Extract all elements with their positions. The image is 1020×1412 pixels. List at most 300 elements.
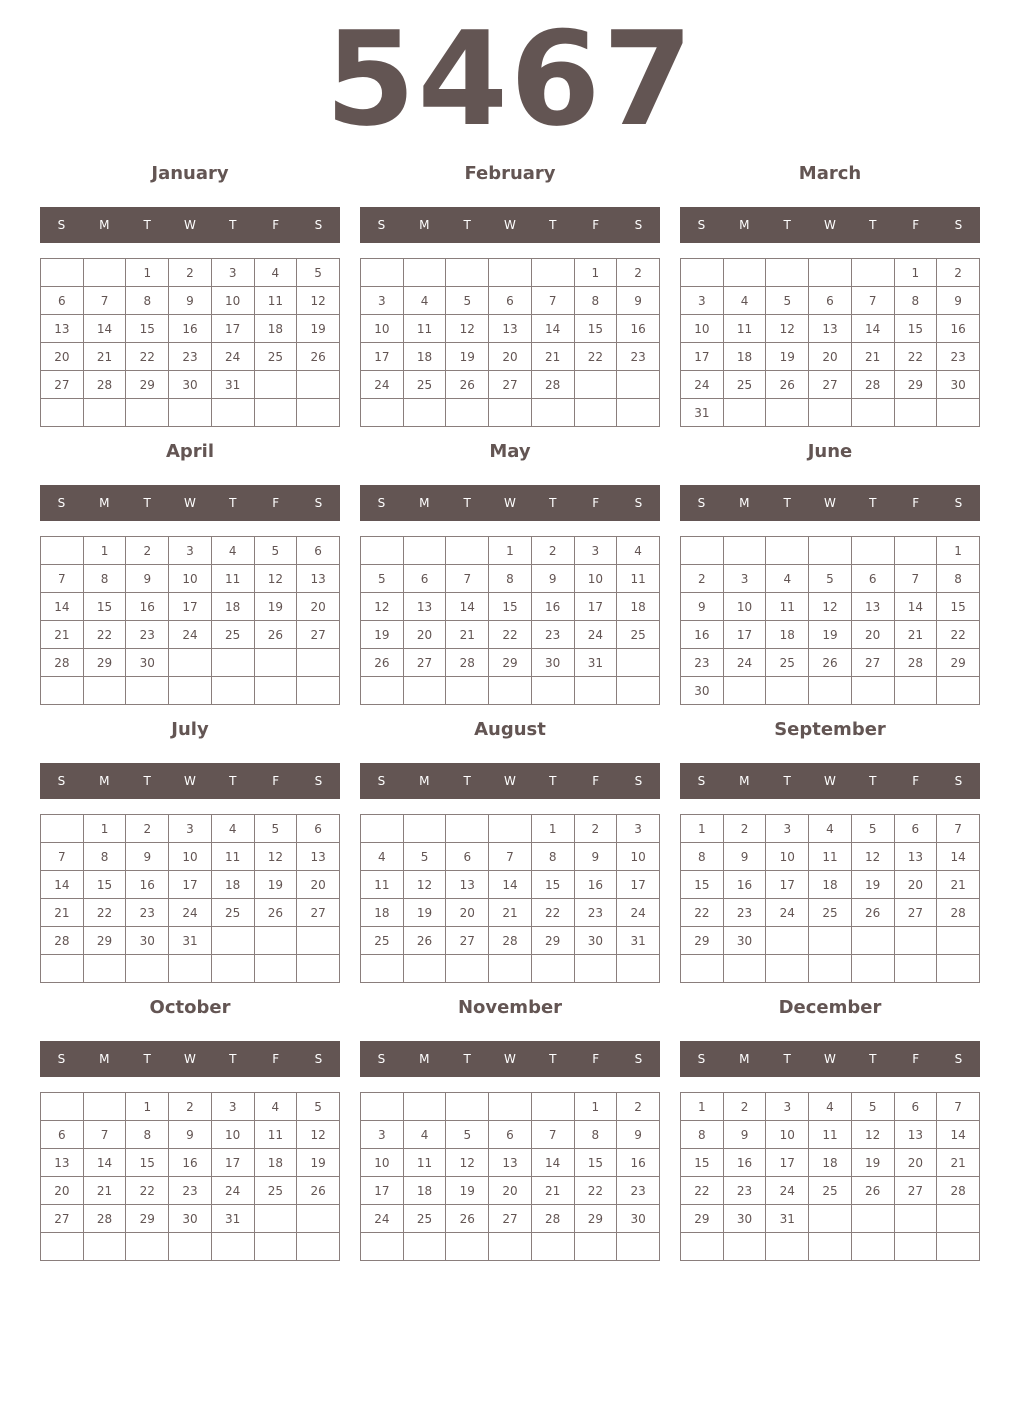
day-cell: 26 — [254, 899, 297, 927]
day-cell: 9 — [126, 565, 169, 593]
weekday-label: T — [783, 496, 791, 510]
day-cell: 20 — [894, 871, 937, 899]
empty-day-cell — [809, 927, 852, 955]
weekday-label: F — [272, 218, 280, 232]
empty-day-cell — [403, 259, 446, 287]
day-cell: 8 — [126, 287, 169, 315]
empty-day-cell — [851, 1205, 894, 1233]
day-cell: 14 — [83, 315, 126, 343]
day-cell: 29 — [681, 927, 724, 955]
day-cell: 9 — [126, 843, 169, 871]
day-cell: 22 — [531, 899, 574, 927]
week-row — [41, 537, 340, 565]
day-cell: 16 — [126, 593, 169, 621]
day-cell: 8 — [937, 565, 980, 593]
day-cell: 24 — [211, 343, 254, 371]
empty-day-cell — [83, 399, 126, 427]
weekday-header — [360, 1041, 660, 1077]
empty-day-cell — [83, 955, 126, 983]
empty-day-cell — [617, 955, 660, 983]
day-cell: 10 — [681, 315, 724, 343]
week-row — [681, 955, 980, 983]
day-cell: 4 — [211, 815, 254, 843]
day-cell: 19 — [851, 1149, 894, 1177]
week-row — [361, 1233, 660, 1261]
day-cell: 9 — [617, 287, 660, 315]
day-cell: 26 — [254, 621, 297, 649]
day-cell: 16 — [723, 871, 766, 899]
day-cell: 29 — [489, 649, 532, 677]
week-row — [41, 1205, 340, 1233]
day-cell: 12 — [851, 1121, 894, 1149]
day-cell: 18 — [766, 621, 809, 649]
day-cell: 18 — [211, 871, 254, 899]
empty-day-cell — [254, 371, 297, 399]
week-row — [361, 843, 660, 871]
day-cell: 25 — [766, 649, 809, 677]
day-cell: 10 — [211, 287, 254, 315]
empty-day-cell — [809, 399, 852, 427]
weekday-label: T — [463, 1052, 471, 1066]
day-cell: 6 — [894, 815, 937, 843]
empty-day-cell — [361, 955, 404, 983]
week-row — [681, 287, 980, 315]
empty-day-cell — [723, 537, 766, 565]
day-cell: 31 — [211, 371, 254, 399]
empty-day-cell — [41, 259, 84, 287]
day-cell: 12 — [297, 1121, 340, 1149]
week-row — [41, 287, 340, 315]
day-cell: 6 — [489, 1121, 532, 1149]
empty-day-cell — [894, 1205, 937, 1233]
empty-day-cell — [83, 677, 126, 705]
empty-day-cell — [809, 677, 852, 705]
weekday-header — [680, 485, 980, 521]
day-cell: 19 — [446, 1177, 489, 1205]
day-cell: 18 — [809, 871, 852, 899]
day-cell: 29 — [937, 649, 980, 677]
day-cell: 27 — [489, 1205, 532, 1233]
week-row — [681, 1121, 980, 1149]
day-cell: 12 — [851, 843, 894, 871]
day-cell: 8 — [531, 843, 574, 871]
weekday-label: S — [57, 496, 66, 510]
month-name: March — [798, 163, 862, 184]
weekday-header — [680, 207, 980, 243]
week-row — [681, 621, 980, 649]
day-cell: 11 — [211, 843, 254, 871]
day-grid — [680, 1092, 980, 1261]
weekday-label: S — [314, 1052, 323, 1066]
month-name: January — [151, 163, 229, 184]
day-cell: 8 — [681, 1121, 724, 1149]
week-row — [361, 343, 660, 371]
weekday-label: S — [57, 1052, 66, 1066]
empty-day-cell — [531, 955, 574, 983]
empty-day-cell — [297, 371, 340, 399]
empty-day-cell — [169, 1233, 212, 1261]
day-cell: 14 — [531, 315, 574, 343]
week-row — [681, 871, 980, 899]
day-cell: 4 — [211, 537, 254, 565]
weekday-label: S — [697, 218, 706, 232]
day-cell: 12 — [809, 593, 852, 621]
day-cell: 26 — [403, 927, 446, 955]
empty-day-cell — [41, 815, 84, 843]
weekday-label: F — [912, 496, 920, 510]
week-row — [361, 1149, 660, 1177]
month-name: June — [807, 441, 853, 462]
day-cell: 30 — [126, 927, 169, 955]
day-cell: 6 — [446, 843, 489, 871]
day-cell: 15 — [489, 593, 532, 621]
day-cell: 31 — [681, 399, 724, 427]
weekday-label: W — [824, 1052, 836, 1066]
empty-day-cell — [489, 815, 532, 843]
day-cell: 7 — [894, 565, 937, 593]
week-row — [361, 287, 660, 315]
day-cell: 9 — [574, 843, 617, 871]
day-cell: 21 — [83, 1177, 126, 1205]
empty-day-cell — [809, 537, 852, 565]
week-row — [681, 843, 980, 871]
weekday-label: T — [463, 774, 471, 788]
week-row — [361, 955, 660, 983]
day-cell: 10 — [169, 565, 212, 593]
day-cell: 17 — [361, 343, 404, 371]
day-cell: 25 — [403, 1205, 446, 1233]
day-cell: 21 — [937, 871, 980, 899]
day-cell: 31 — [169, 927, 212, 955]
empty-day-cell — [531, 259, 574, 287]
day-cell: 10 — [723, 593, 766, 621]
day-cell: 8 — [574, 1121, 617, 1149]
empty-day-cell — [126, 399, 169, 427]
day-cell: 22 — [83, 621, 126, 649]
day-cell: 4 — [254, 1093, 297, 1121]
weekday-header — [680, 763, 980, 799]
weekday-header — [680, 1041, 980, 1077]
day-cell: 1 — [574, 1093, 617, 1121]
day-cell: 27 — [41, 1205, 84, 1233]
day-cell: 21 — [446, 621, 489, 649]
day-cell: 7 — [41, 843, 84, 871]
day-cell: 30 — [681, 677, 724, 705]
day-cell: 25 — [254, 1177, 297, 1205]
week-row — [41, 565, 340, 593]
day-cell: 1 — [894, 259, 937, 287]
day-cell: 28 — [83, 371, 126, 399]
day-cell: 25 — [617, 621, 660, 649]
empty-day-cell — [254, 399, 297, 427]
weekday-label: M — [419, 218, 430, 232]
day-cell: 5 — [851, 1093, 894, 1121]
day-cell: 12 — [446, 315, 489, 343]
week-row — [681, 927, 980, 955]
weekday-label: M — [739, 218, 750, 232]
empty-day-cell — [361, 537, 404, 565]
week-row — [41, 371, 340, 399]
weekday-label: T — [143, 1052, 151, 1066]
day-cell: 16 — [531, 593, 574, 621]
day-cell: 30 — [617, 1205, 660, 1233]
empty-day-cell — [403, 1233, 446, 1261]
empty-day-cell — [894, 537, 937, 565]
empty-day-cell — [126, 677, 169, 705]
day-cell: 24 — [766, 1177, 809, 1205]
day-cell: 6 — [41, 287, 84, 315]
day-cell: 25 — [254, 343, 297, 371]
week-row — [41, 259, 340, 287]
day-cell: 27 — [446, 927, 489, 955]
weekday-label: M — [419, 1052, 430, 1066]
week-row — [41, 871, 340, 899]
weekday-label: F — [272, 774, 280, 788]
day-cell: 14 — [446, 593, 489, 621]
day-cell: 22 — [83, 899, 126, 927]
day-cell: 5 — [766, 287, 809, 315]
day-cell: 16 — [617, 315, 660, 343]
day-cell: 17 — [766, 871, 809, 899]
month-name: February — [464, 163, 556, 184]
empty-day-cell — [681, 259, 724, 287]
day-cell: 1 — [937, 537, 980, 565]
week-row — [681, 259, 980, 287]
day-cell: 15 — [681, 1149, 724, 1177]
day-cell: 18 — [211, 593, 254, 621]
day-cell: 28 — [937, 899, 980, 927]
empty-day-cell — [489, 399, 532, 427]
weekday-label: T — [463, 496, 471, 510]
week-row — [41, 927, 340, 955]
day-cell: 20 — [41, 1177, 84, 1205]
empty-day-cell — [446, 1233, 489, 1261]
day-cell: 2 — [723, 1093, 766, 1121]
weekday-label: S — [377, 1052, 386, 1066]
weekday-label: M — [739, 496, 750, 510]
weekday-label: S — [377, 218, 386, 232]
day-cell: 30 — [723, 1205, 766, 1233]
empty-day-cell — [254, 1233, 297, 1261]
empty-day-cell — [41, 399, 84, 427]
day-cell: 16 — [723, 1149, 766, 1177]
day-grid — [40, 814, 340, 983]
day-cell: 28 — [41, 649, 84, 677]
weekday-header — [40, 763, 340, 799]
day-cell: 24 — [361, 371, 404, 399]
day-cell: 28 — [531, 371, 574, 399]
day-cell: 30 — [531, 649, 574, 677]
day-cell: 4 — [403, 1121, 446, 1149]
weekday-label: F — [912, 774, 920, 788]
empty-day-cell — [211, 399, 254, 427]
empty-day-cell — [297, 649, 340, 677]
day-cell: 26 — [809, 649, 852, 677]
week-row — [41, 1093, 340, 1121]
empty-day-cell — [851, 927, 894, 955]
day-cell: 14 — [894, 593, 937, 621]
week-row — [41, 1233, 340, 1261]
day-cell: 2 — [169, 1093, 212, 1121]
week-row — [361, 1205, 660, 1233]
day-cell: 17 — [574, 593, 617, 621]
day-cell: 3 — [169, 537, 212, 565]
weekday-label: W — [184, 774, 196, 788]
week-row — [681, 1205, 980, 1233]
weekday-label: S — [314, 496, 323, 510]
day-cell: 17 — [361, 1177, 404, 1205]
week-row — [681, 343, 980, 371]
week-row — [41, 343, 340, 371]
empty-day-cell — [574, 955, 617, 983]
empty-day-cell — [83, 259, 126, 287]
day-grid — [680, 536, 980, 705]
day-cell: 11 — [809, 843, 852, 871]
day-cell: 8 — [126, 1121, 169, 1149]
day-cell: 19 — [851, 871, 894, 899]
day-cell: 26 — [297, 1177, 340, 1205]
day-cell: 19 — [403, 899, 446, 927]
day-cell: 26 — [297, 343, 340, 371]
day-cell: 20 — [894, 1149, 937, 1177]
day-cell: 11 — [723, 315, 766, 343]
day-cell: 3 — [766, 1093, 809, 1121]
day-cell: 10 — [169, 843, 212, 871]
day-cell: 11 — [403, 1149, 446, 1177]
empty-day-cell — [574, 1233, 617, 1261]
day-cell: 8 — [83, 565, 126, 593]
day-cell: 30 — [126, 649, 169, 677]
empty-day-cell — [531, 399, 574, 427]
day-cell: 13 — [41, 1149, 84, 1177]
empty-day-cell — [446, 677, 489, 705]
weekday-label: W — [504, 218, 516, 232]
weekday-label: F — [592, 774, 600, 788]
day-cell: 21 — [83, 343, 126, 371]
weekday-label: M — [419, 496, 430, 510]
empty-day-cell — [894, 677, 937, 705]
day-cell: 13 — [297, 843, 340, 871]
day-cell: 5 — [809, 565, 852, 593]
day-cell: 24 — [211, 1177, 254, 1205]
weekday-label: T — [869, 774, 877, 788]
empty-day-cell — [254, 1205, 297, 1233]
day-cell: 18 — [403, 1177, 446, 1205]
weekday-label: T — [549, 774, 557, 788]
month-name: October — [149, 997, 231, 1018]
empty-day-cell — [617, 677, 660, 705]
day-cell: 23 — [723, 899, 766, 927]
empty-day-cell — [937, 955, 980, 983]
day-cell: 1 — [531, 815, 574, 843]
day-cell: 28 — [489, 927, 532, 955]
day-cell: 5 — [446, 287, 489, 315]
day-cell: 4 — [766, 565, 809, 593]
weekday-label: S — [954, 496, 963, 510]
day-cell: 24 — [169, 899, 212, 927]
day-cell: 31 — [211, 1205, 254, 1233]
day-cell: 15 — [126, 1149, 169, 1177]
day-cell: 20 — [41, 343, 84, 371]
day-cell: 28 — [531, 1205, 574, 1233]
day-cell: 3 — [211, 1093, 254, 1121]
day-cell: 28 — [83, 1205, 126, 1233]
day-cell: 28 — [851, 371, 894, 399]
day-cell: 10 — [361, 315, 404, 343]
day-cell: 23 — [126, 621, 169, 649]
day-cell: 14 — [41, 871, 84, 899]
weekday-label: T — [463, 218, 471, 232]
week-row — [681, 399, 980, 427]
weekday-label: F — [272, 1052, 280, 1066]
weekday-label: S — [377, 774, 386, 788]
week-row — [681, 1149, 980, 1177]
day-cell: 11 — [361, 871, 404, 899]
day-cell: 29 — [681, 1205, 724, 1233]
day-cell: 4 — [254, 259, 297, 287]
day-cell: 7 — [446, 565, 489, 593]
day-cell: 31 — [617, 927, 660, 955]
empty-day-cell — [211, 1233, 254, 1261]
empty-day-cell — [851, 259, 894, 287]
weekday-label: W — [184, 1052, 196, 1066]
day-cell: 6 — [809, 287, 852, 315]
day-cell: 27 — [297, 899, 340, 927]
day-cell: 27 — [403, 649, 446, 677]
day-cell: 24 — [574, 621, 617, 649]
weekday-header — [40, 485, 340, 521]
day-cell: 12 — [766, 315, 809, 343]
weekday-label: W — [184, 218, 196, 232]
day-cell: 21 — [531, 1177, 574, 1205]
empty-day-cell — [126, 1233, 169, 1261]
day-cell: 19 — [809, 621, 852, 649]
day-cell: 30 — [937, 371, 980, 399]
weekday-label: S — [57, 218, 66, 232]
empty-day-cell — [723, 259, 766, 287]
week-row — [681, 677, 980, 705]
weekday-label: T — [549, 496, 557, 510]
week-row — [41, 649, 340, 677]
day-grid — [360, 814, 660, 983]
day-cell: 26 — [446, 371, 489, 399]
day-cell: 13 — [41, 315, 84, 343]
day-cell: 4 — [403, 287, 446, 315]
empty-day-cell — [297, 677, 340, 705]
day-cell: 4 — [617, 537, 660, 565]
empty-day-cell — [83, 1093, 126, 1121]
day-cell: 6 — [297, 815, 340, 843]
day-cell: 12 — [254, 843, 297, 871]
day-cell: 10 — [766, 1121, 809, 1149]
weekday-label: T — [783, 1052, 791, 1066]
day-cell: 23 — [723, 1177, 766, 1205]
day-cell: 24 — [617, 899, 660, 927]
week-row — [681, 1177, 980, 1205]
empty-day-cell — [851, 955, 894, 983]
empty-day-cell — [766, 1233, 809, 1261]
empty-day-cell — [937, 1205, 980, 1233]
week-row — [361, 593, 660, 621]
weekday-label: S — [954, 774, 963, 788]
empty-day-cell — [851, 399, 894, 427]
day-cell: 24 — [169, 621, 212, 649]
week-row — [361, 399, 660, 427]
day-cell: 19 — [361, 621, 404, 649]
week-row — [41, 315, 340, 343]
day-cell: 6 — [403, 565, 446, 593]
day-cell: 13 — [851, 593, 894, 621]
